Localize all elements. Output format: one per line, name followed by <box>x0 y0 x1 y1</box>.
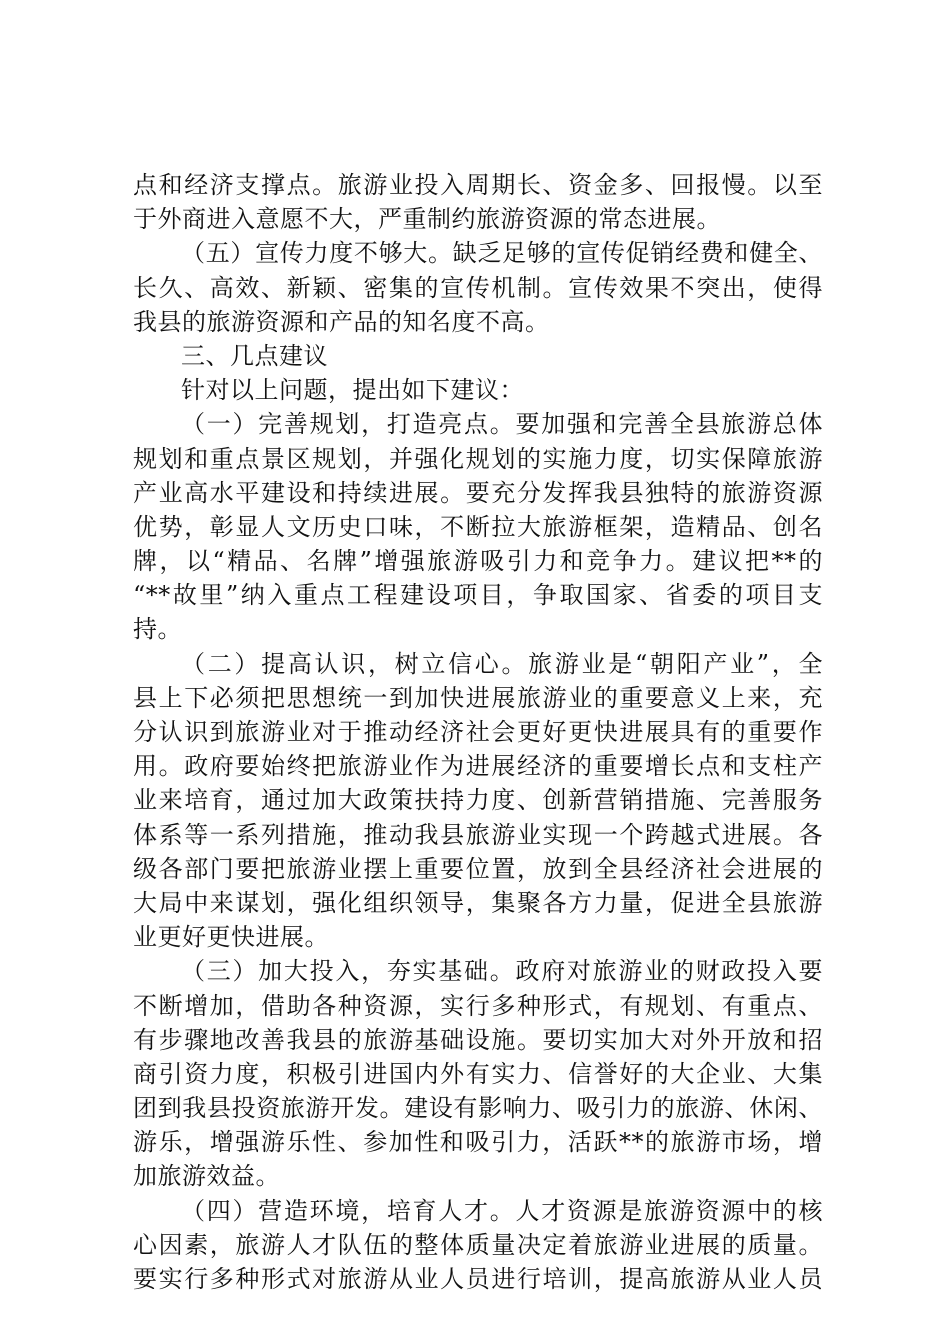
document-body <box>133 168 823 1296</box>
text-line: 商引资力度，积极引进国内外有实力、信誉好的大企业、大集 <box>133 1059 823 1088</box>
text-line: 规划和重点景区规划，并强化规划的实施力度，切实保障旅游 <box>133 444 823 473</box>
text-line: 级各部门要把旅游业摆上重要位置，放到全县经济社会进展的 <box>133 854 823 883</box>
text-line: 心因素，旅游人才队伍的整体质量决定着旅游业进展的质量。 <box>133 1230 823 1259</box>
text-line: （二）提高认识，树立信心。旅游业是“朝阳产业”，全 <box>181 649 823 678</box>
text-line: 加旅游效益。 <box>133 1162 280 1191</box>
text-line: 游乐，增强游乐性、参加性和吸引力，活跃**的旅游市场，增 <box>133 1128 823 1157</box>
text-line: 业来培育，通过加大政策扶持力度、创新营销措施、完善服务 <box>133 786 823 815</box>
text-line: 不断增加，借助各种资源，实行多种形式，有规划、有重点、 <box>133 991 823 1020</box>
text-line: 长久、高效、新颖、密集的宣传机制。宣传效果不突出，使得 <box>133 273 823 302</box>
text-line: “**故里”纳入重点工程建设项目，争取国家、省委的项目支 <box>133 581 823 610</box>
text-line: 点和经济支撑点。旅游业投入周期长、资金多、回报慢。以至 <box>133 171 823 199</box>
text-line: 用。政府要始终把旅游业作为进展经济的重要增长点和支柱产 <box>133 752 823 781</box>
text-line: 优势，彰显人文历史口味，不断拉大旅游框架，造精品、创名 <box>133 512 823 541</box>
text-line: 持。 <box>133 615 182 644</box>
text-line: （五）宣传力度不够大。缺乏足够的宣传促销经费和健全、 <box>181 239 823 268</box>
text-line: 团到我县投资旅游开发。建设有影响力、吸引力的旅游、休闲、 <box>133 1094 823 1123</box>
text-line: 于外商进入意愿不大，严重制约旅游资源的常态进展。 <box>133 205 721 234</box>
text-line: 牌，以“精品、名牌”增强旅游吸引力和竞争力。建议把**的 <box>133 547 823 576</box>
text-line: 产业高水平建设和持续进展。要充分发挥我县独特的旅游资源 <box>133 478 823 507</box>
text-line: 县上下必须把思想统一到加快进展旅游业的重要意义上来，充 <box>133 683 823 712</box>
text-line: 分认识到旅游业对于推动经济社会更好更快进展具有的重要作 <box>133 718 823 746</box>
text-line: 有步骤地改善我县的旅游基础设施。要切实加大对外开放和招 <box>133 1025 823 1054</box>
text-line: 体系等一系列措施，推动我县旅游业实现一个跨越式进展。各 <box>133 820 823 849</box>
text-line: （一）完善规划，打造亮点。要加强和完善全县旅游总体 <box>181 410 823 439</box>
text-line: 要实行多种形式对旅游从业人员进行培训，提高旅游从业人员 <box>133 1265 823 1293</box>
text-line: 三、几点建议 <box>181 341 328 370</box>
text-line: 大局中来谋划，强化组织领导，集聚各方力量，促进全县旅游 <box>133 888 823 917</box>
text-line: （四）营造环境，培育人才。人才资源是旅游资源中的核 <box>181 1196 823 1225</box>
text-line: （三）加大投入，夯实基础。政府对旅游业的财政投入要 <box>181 957 823 986</box>
text-line: 业更好更快进展。 <box>133 923 329 952</box>
text-line: 我县的旅游资源和产品的知名度不高。 <box>133 307 550 336</box>
text-line: 针对以上问题，提出如下建议： <box>181 376 524 405</box>
